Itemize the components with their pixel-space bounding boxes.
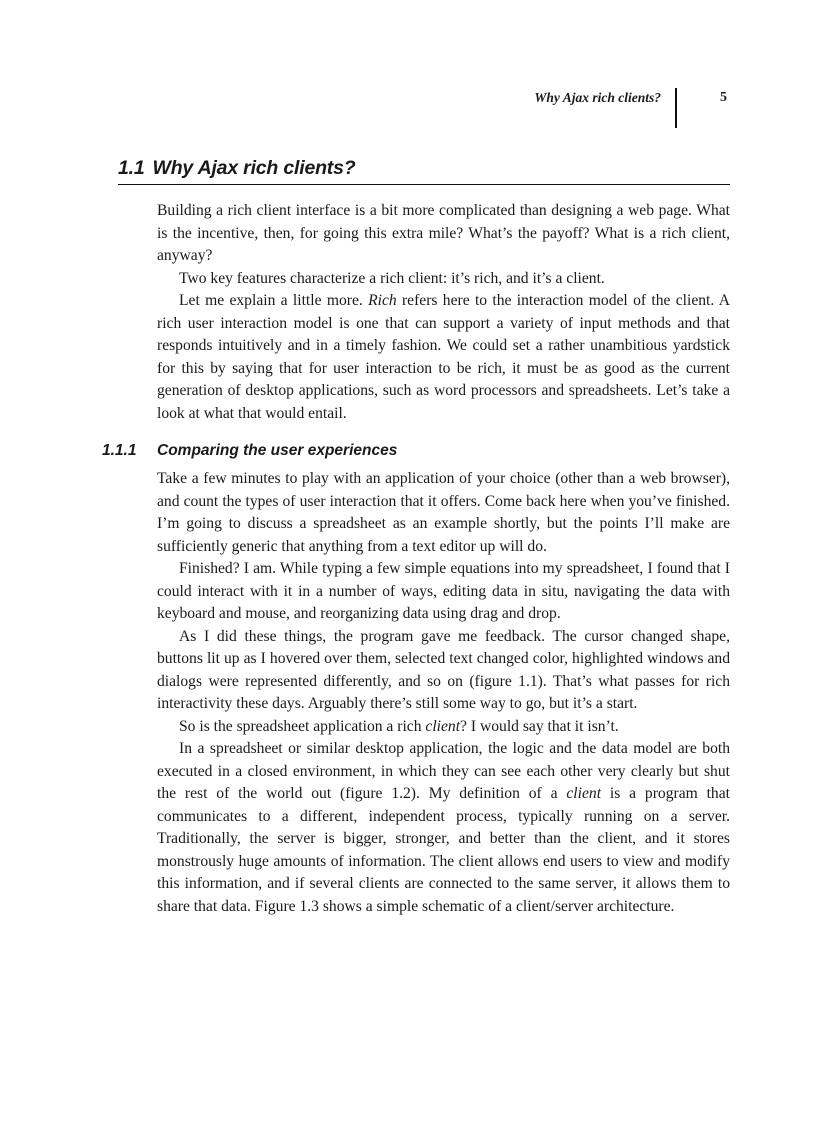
section-title xyxy=(118,157,730,185)
paragraph: Finished? I am. While typing a few simple equations into my spreadsheet, I found that I could interact with it in a number of ways, editing data in situ, navigating the data with keyboard and mouse, and reorganizing data using drag and drop. xyxy=(157,560,730,622)
paragraph: Building a rich client interface is a bit more complicated than designing a web page. What is the incentive, then, for going this extra mile? What’s the payoff? What is a rich client, anyway? xyxy=(157,202,730,264)
subsection-title: Comparing the user experiences xyxy=(157,442,398,459)
subsection-number: 1.1.1 xyxy=(102,442,137,459)
paragraph xyxy=(157,716,730,739)
text-run: Let me explain a little more. xyxy=(179,292,369,309)
section-heading xyxy=(118,157,730,185)
running-head-title: Why Ajax rich clients? xyxy=(534,90,661,105)
paragraph: Take a few minutes to play with an application of your choice (other than a web browser), and count the types of user interaction that it offers. Come back here when you’ve finished. I’m going to discuss a spreadsheet as an example shortly, but the points I’ll make are sufficiently generic that anything from a text editor up will do. xyxy=(157,470,730,555)
subsection-heading xyxy=(102,442,730,460)
text-run: So is the spreadsheet application a rich xyxy=(179,717,426,735)
paragraph: Two key features characterize a rich client: it’s rich, and it’s a client. xyxy=(179,269,605,287)
paragraph: As I did these things, the program gave me feedback. The cursor changed shape, buttons lit up as I hovered over them, selected text changed color, highlighted windows and dialogs were represented differently, and so on (figure 1.1). That’s what passes for rich interactivity these days. Arguably there’s still some way to go, but it’s a start. xyxy=(157,627,730,712)
subsection-body xyxy=(157,468,730,918)
section-title-text: Why Ajax rich clients? xyxy=(152,157,356,179)
text-run: is a program that communicates to a different, independent process, typically running on a server. Traditionally, the server is bigger, stronger, and better than the client, and it stores monstrously huge amounts of information. The client allows end users to view and modify this information, and if several clients are connected to the same server, it allows them to share that data. Figure 1.3 shows a simple schematic of a client/server architecture. xyxy=(157,785,730,915)
running-head xyxy=(0,88,816,128)
emphasis: Rich xyxy=(368,292,397,309)
section-number: 1.1 xyxy=(118,157,145,179)
page-number: 5 xyxy=(720,90,727,105)
text-run: refers here to the interaction model of the client. A rich user interaction model is one that can support a variety of input methods and that responds intuitively and in a timely fashion. We could set a rather unambitious yardstick for this by saying that for user interaction to be rich, it must be as good as the current generation of desktop applications, such as word processors and spreadsheets. Let’s take a look at what that would entail. xyxy=(157,292,730,422)
text-run: ? I would say that it isn’t. xyxy=(460,717,619,735)
emphasis: client xyxy=(425,717,461,735)
paragraph xyxy=(157,290,730,425)
paragraph xyxy=(157,738,730,918)
text-run: In a spreadsheet or similar desktop application, the logic and the data model are both executed in a closed environment, in which they can see each other very clearly but shut the rest of the world out (figure 1.2). My definition of a xyxy=(157,740,730,802)
emphasis: client xyxy=(566,785,602,802)
section-body xyxy=(157,200,730,425)
running-head-divider xyxy=(675,88,677,128)
